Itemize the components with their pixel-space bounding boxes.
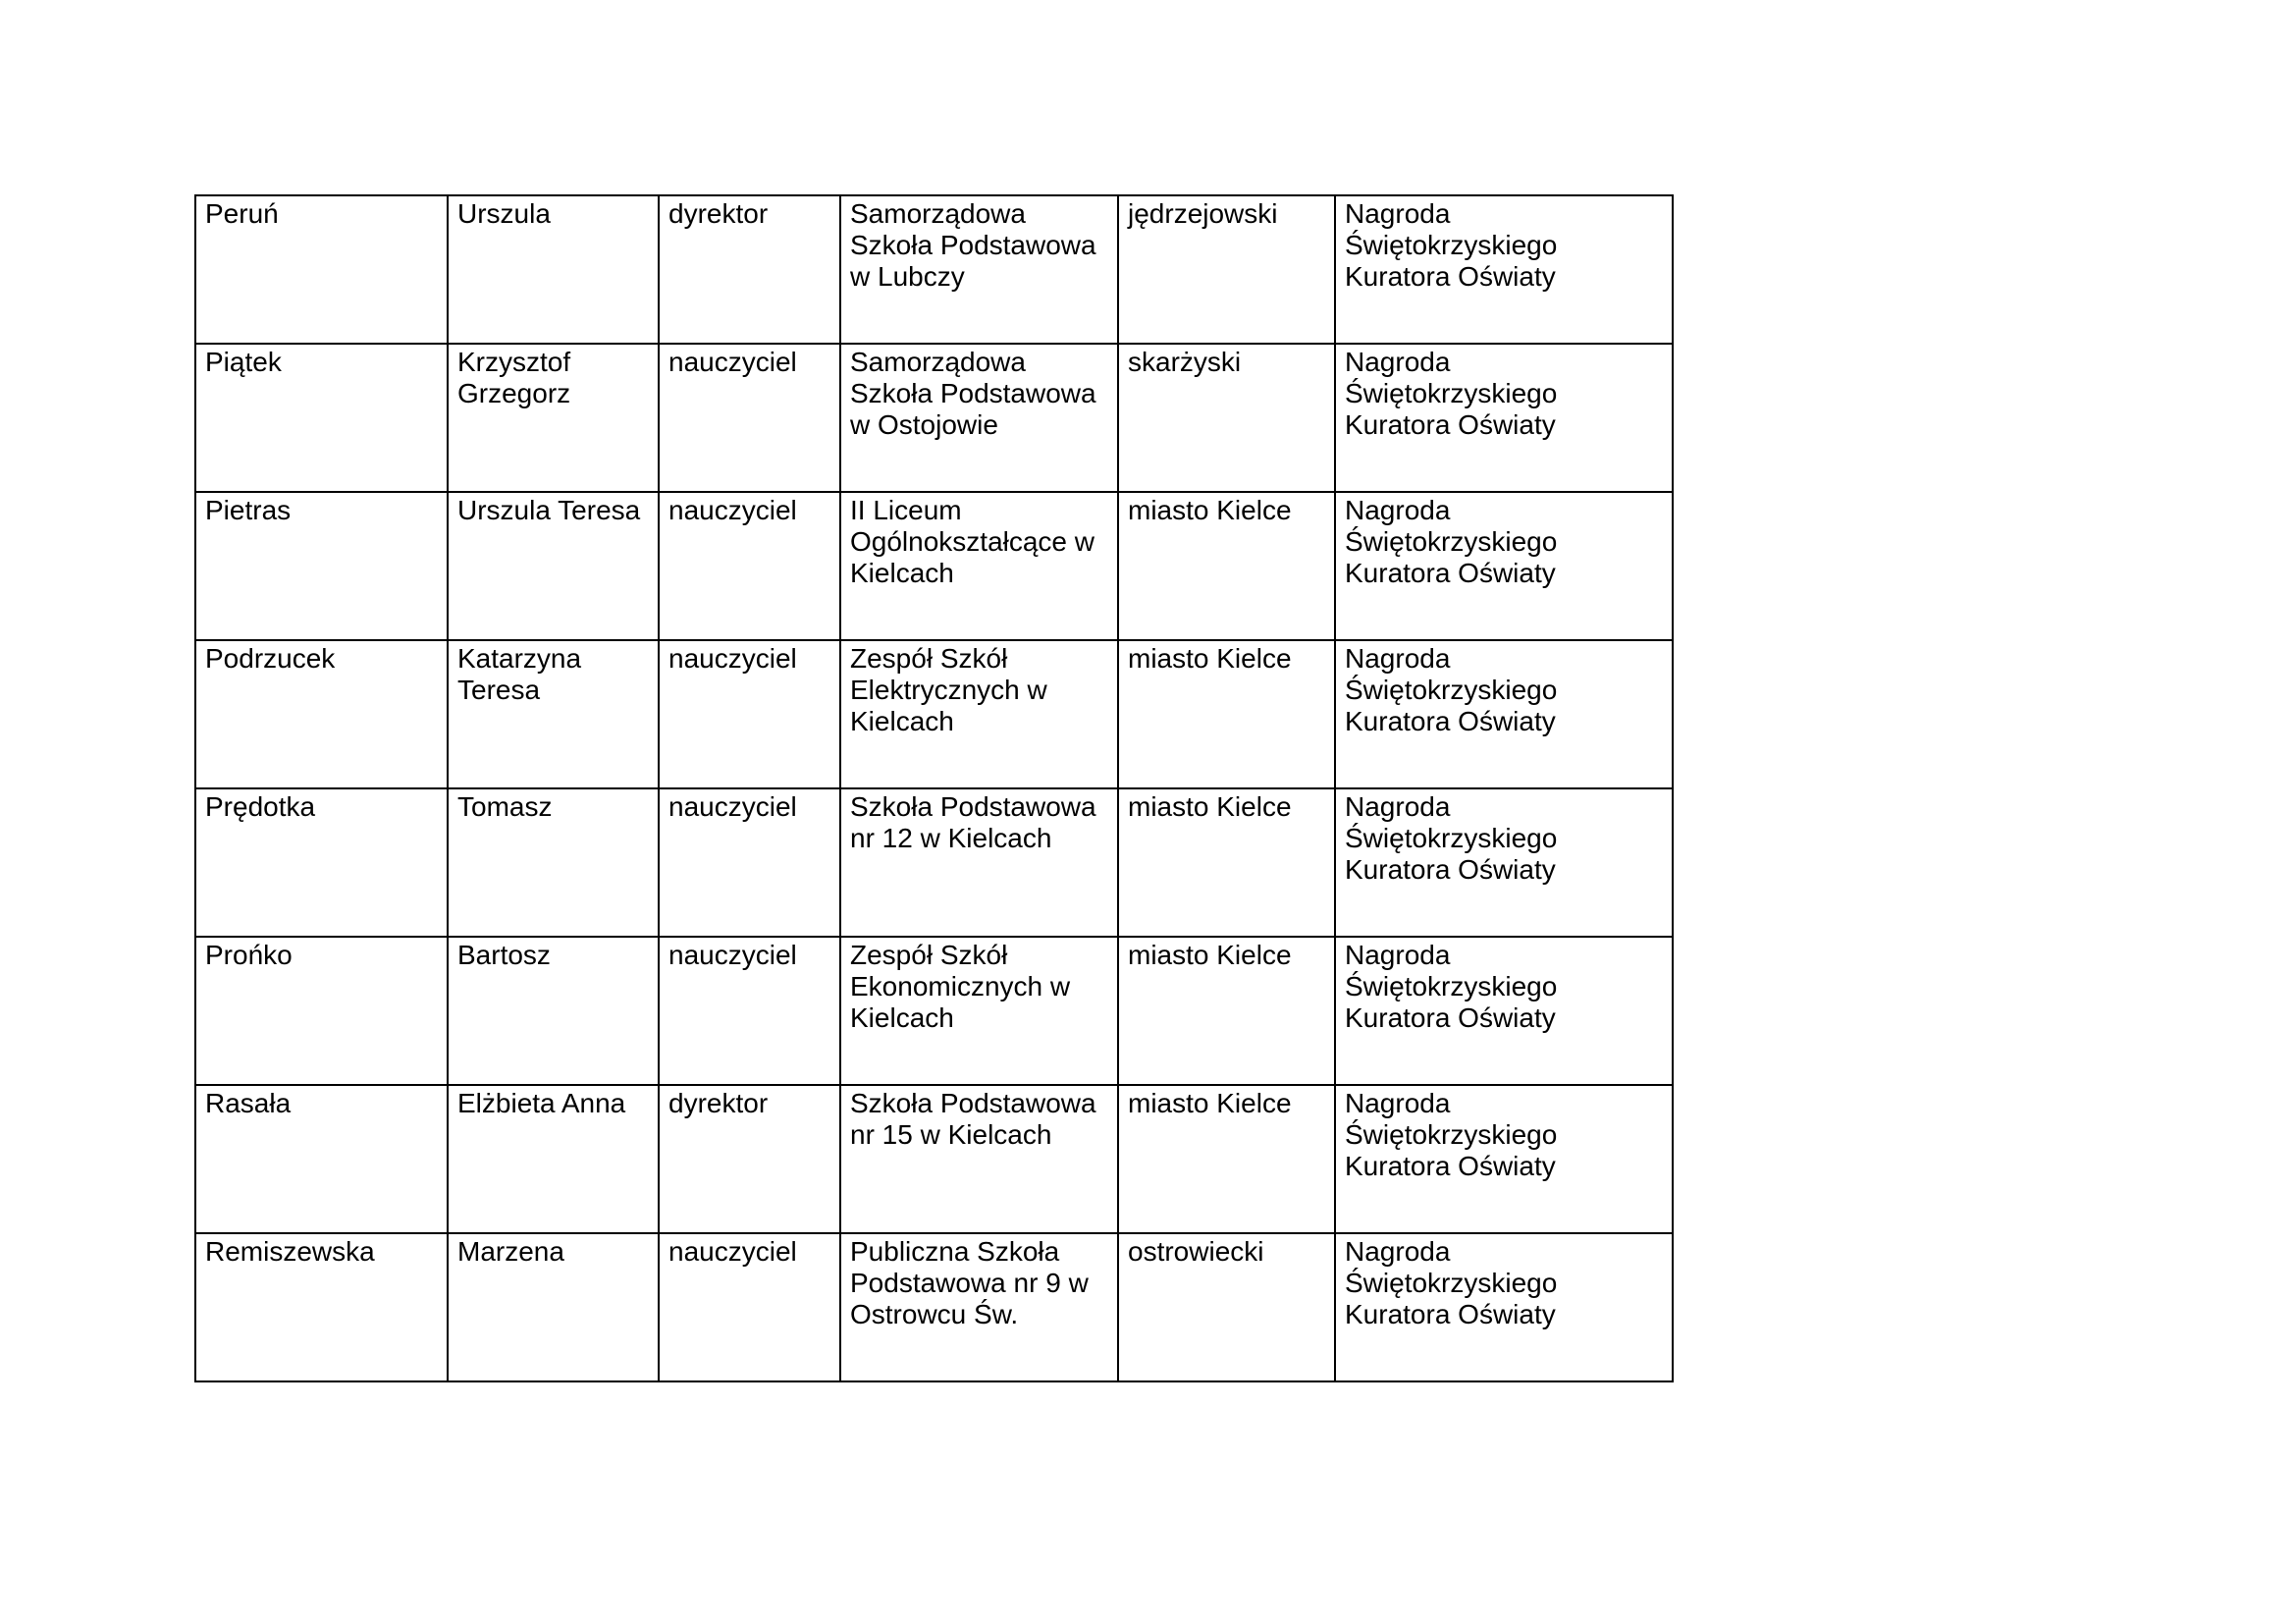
- cell-first-name: [448, 937, 659, 1085]
- cell-position: [659, 1233, 840, 1381]
- cell-award: [1335, 937, 1673, 1085]
- cell-text: Remiszewska: [205, 1236, 375, 1267]
- cell-award: [1335, 195, 1673, 344]
- cell-text: dyrektor: [668, 198, 769, 229]
- cell-text: Nagroda Świętokrzyskiego Kuratora Oświaty: [1345, 495, 1558, 588]
- cell-award: [1335, 492, 1673, 640]
- cell-text: nauczyciel: [668, 791, 797, 822]
- cell-first-name: [448, 195, 659, 344]
- cell-district: [1118, 937, 1335, 1085]
- cell-text: miasto Kielce: [1128, 643, 1292, 674]
- cell-text: Urszula Teresa: [457, 495, 641, 525]
- cell-text: Nagroda Świętokrzyskiego Kuratora Oświaty: [1345, 198, 1558, 292]
- cell-text: Zespół Szkół Ekonomicznych w Kielcach: [850, 940, 1071, 1033]
- table-row: [195, 640, 1673, 788]
- cell-award: [1335, 788, 1673, 937]
- table-row: [195, 937, 1673, 1085]
- cell-school: [840, 1233, 1118, 1381]
- cell-district: [1118, 1085, 1335, 1233]
- cell-surname: [195, 1233, 448, 1381]
- cell-district: [1118, 788, 1335, 937]
- cell-award: [1335, 1085, 1673, 1233]
- cell-text: nauczyciel: [668, 940, 797, 970]
- cell-district: [1118, 640, 1335, 788]
- cell-first-name: [448, 1233, 659, 1381]
- cell-text: Bartosz: [457, 940, 551, 970]
- cell-text: Nagroda Świętokrzyskiego Kuratora Oświaty: [1345, 1088, 1558, 1181]
- cell-text: miasto Kielce: [1128, 940, 1292, 970]
- cell-district: [1118, 492, 1335, 640]
- cell-school: [840, 492, 1118, 640]
- cell-school: [840, 1085, 1118, 1233]
- cell-school: [840, 788, 1118, 937]
- cell-first-name: [448, 788, 659, 937]
- cell-text: nauczyciel: [668, 1236, 797, 1267]
- cell-text: Publiczna Szkoła Podstawowa nr 9 w Ostrowcu Św.: [850, 1236, 1089, 1329]
- cell-text: miasto Kielce: [1128, 791, 1292, 822]
- table-row: [195, 1085, 1673, 1233]
- cell-position: [659, 937, 840, 1085]
- table-row: [195, 492, 1673, 640]
- cell-text: Peruń: [205, 198, 279, 229]
- cell-text: Nagroda Świętokrzyskiego Kuratora Oświaty: [1345, 347, 1558, 440]
- cell-text: Nagroda Świętokrzyskiego Kuratora Oświaty: [1345, 791, 1558, 885]
- cell-text: Piątek: [205, 347, 282, 377]
- cell-surname: [195, 492, 448, 640]
- awards-table: [194, 194, 1674, 1382]
- cell-school: [840, 937, 1118, 1085]
- cell-text: Zespół Szkół Elektrycznych w Kielcach: [850, 643, 1047, 736]
- cell-school: [840, 344, 1118, 492]
- cell-position: [659, 1085, 840, 1233]
- cell-text: Pietras: [205, 495, 292, 525]
- cell-text: dyrektor: [668, 1088, 769, 1118]
- cell-school: [840, 640, 1118, 788]
- cell-text: Nagroda Świętokrzyskiego Kuratora Oświaty: [1345, 1236, 1558, 1329]
- cell-text: nauczyciel: [668, 347, 797, 377]
- cell-text: Nagroda Świętokrzyskiego Kuratora Oświaty: [1345, 643, 1558, 736]
- cell-text: miasto Kielce: [1128, 1088, 1292, 1118]
- cell-district: [1118, 195, 1335, 344]
- cell-text: ostrowiecki: [1128, 1236, 1264, 1267]
- cell-surname: [195, 937, 448, 1085]
- table-row: [195, 344, 1673, 492]
- cell-text: Samorządowa Szkoła Podstawowa w Ostojowie: [850, 347, 1096, 440]
- cell-text: skarżyski: [1128, 347, 1242, 377]
- cell-text: Szkoła Podstawowa nr 12 w Kielcach: [850, 791, 1096, 853]
- cell-award: [1335, 344, 1673, 492]
- cell-text: Elżbieta Anna: [457, 1088, 626, 1118]
- cell-text: nauczyciel: [668, 643, 797, 674]
- cell-position: [659, 640, 840, 788]
- table-row: [195, 195, 1673, 344]
- table-row: [195, 1233, 1673, 1381]
- cell-district: [1118, 344, 1335, 492]
- cell-surname: [195, 640, 448, 788]
- cell-text: II Liceum Ogólnokształcące w Kielcach: [850, 495, 1095, 588]
- cell-position: [659, 344, 840, 492]
- cell-school: [840, 195, 1118, 344]
- cell-surname: [195, 344, 448, 492]
- cell-text: Szkoła Podstawowa nr 15 w Kielcach: [850, 1088, 1096, 1150]
- cell-text: jędrzejowski: [1128, 198, 1278, 229]
- cell-text: Urszula: [457, 198, 551, 229]
- cell-district: [1118, 1233, 1335, 1381]
- cell-first-name: [448, 640, 659, 788]
- cell-text: miasto Kielce: [1128, 495, 1292, 525]
- cell-first-name: [448, 1085, 659, 1233]
- cell-text: Katarzyna Teresa: [457, 643, 582, 705]
- cell-text: Prońko: [205, 940, 293, 970]
- cell-position: [659, 788, 840, 937]
- table-row: [195, 788, 1673, 937]
- cell-award: [1335, 1233, 1673, 1381]
- cell-text: Samorządowa Szkoła Podstawowa w Lubczy: [850, 198, 1096, 292]
- cell-text: Nagroda Świętokrzyskiego Kuratora Oświaty: [1345, 940, 1558, 1033]
- cell-text: Tomasz: [457, 791, 553, 822]
- cell-surname: [195, 788, 448, 937]
- cell-text: Krzysztof Grzegorz: [457, 347, 571, 408]
- cell-first-name: [448, 492, 659, 640]
- cell-first-name: [448, 344, 659, 492]
- cell-text: Rasała: [205, 1088, 292, 1118]
- cell-text: nauczyciel: [668, 495, 797, 525]
- cell-surname: [195, 1085, 448, 1233]
- cell-position: [659, 195, 840, 344]
- cell-surname: [195, 195, 448, 344]
- cell-text: Podrzucek: [205, 643, 336, 674]
- cell-award: [1335, 640, 1673, 788]
- cell-position: [659, 492, 840, 640]
- cell-text: Marzena: [457, 1236, 564, 1267]
- cell-text: Prędotka: [205, 791, 316, 822]
